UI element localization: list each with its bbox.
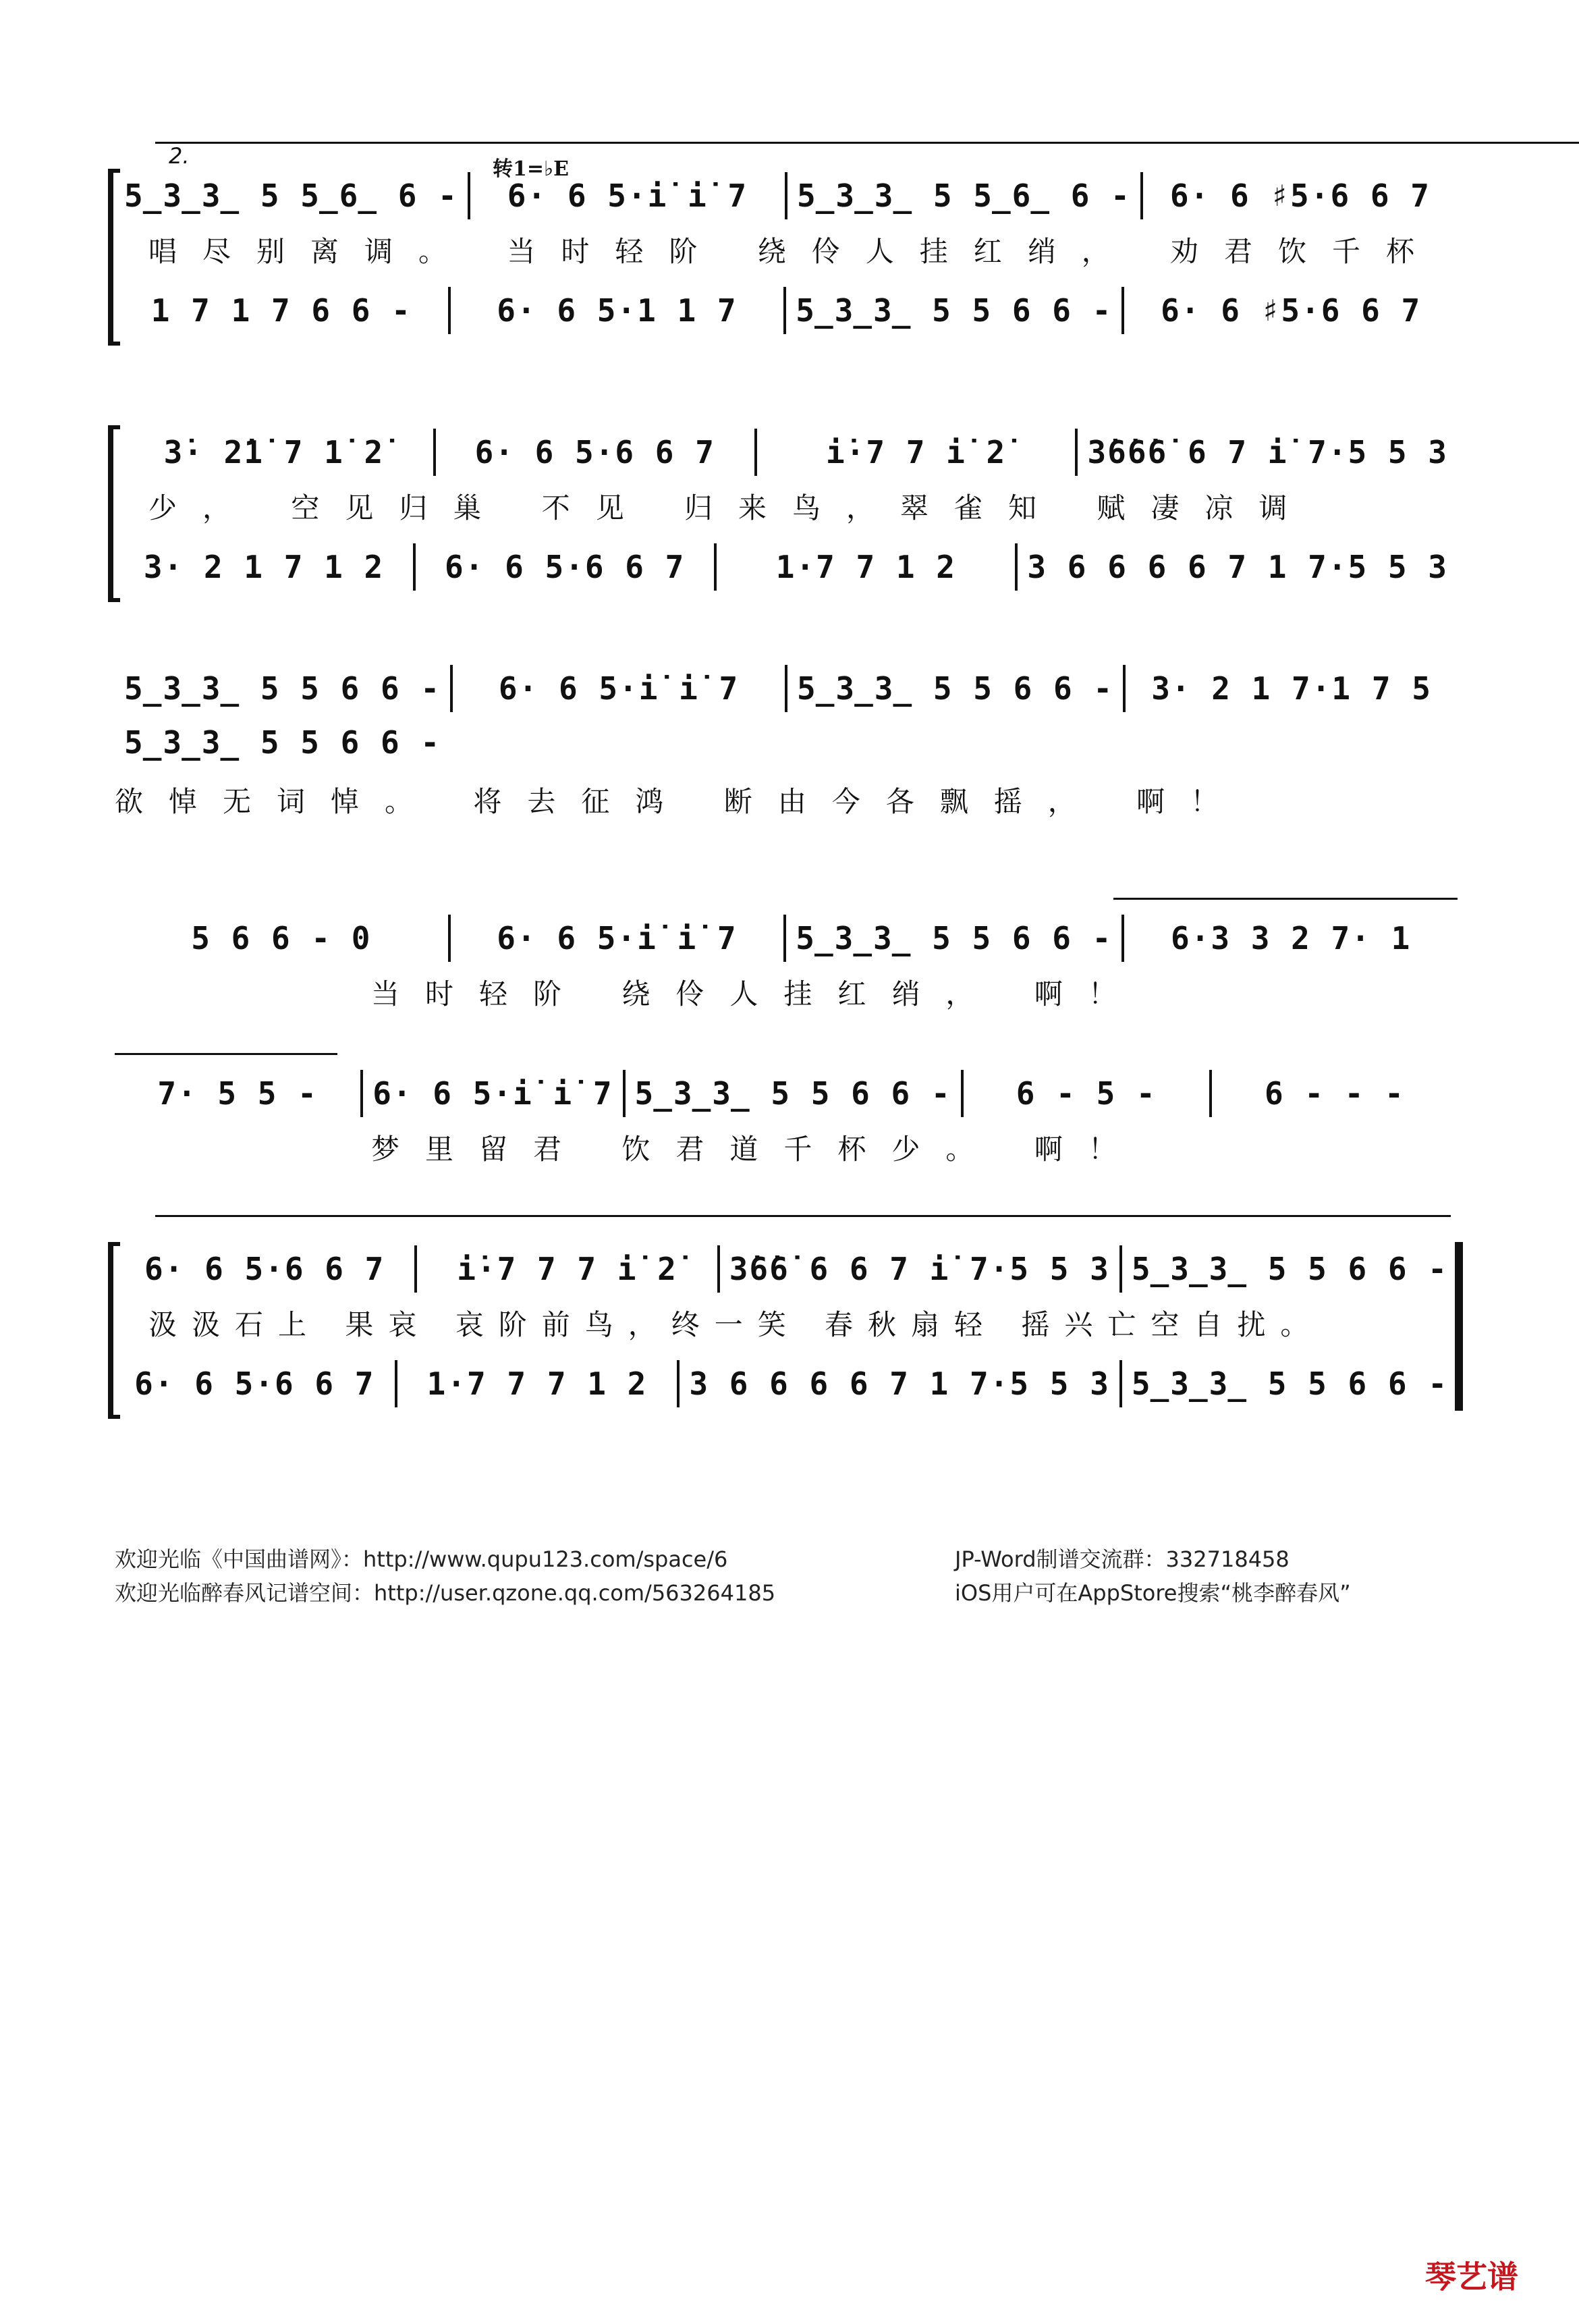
measure: 6· 6 5·i̇ i̇ 7	[360, 1070, 622, 1117]
measure: 1·7 7 1 2	[714, 543, 1015, 591]
measure: 6· 6 ♯5·6 6 7	[1140, 172, 1458, 219]
system-4	[115, 898, 1458, 1012]
footer-line-1-right: JP-Word制谱交流群：332718458	[955, 1546, 1290, 1572]
upper-staff	[115, 425, 1458, 479]
volta-line	[155, 142, 1579, 144]
system-1	[115, 169, 1458, 351]
lyric-line: 少， 空见归巢 不见 归来鸟，翠雀知 赋凄凉调	[148, 491, 1313, 524]
measure: 3 6 6 6 6 7 1 7·5 5 3	[1015, 543, 1458, 591]
slur-line	[1113, 898, 1458, 900]
upper-staff	[115, 661, 1458, 715]
measure: 6· 6 5·6 6 7	[144, 1251, 385, 1287]
lower-staff	[115, 1357, 1458, 1411]
measure: 3̇· 2̇1̇ 7 1̇ 2̇	[163, 434, 385, 470]
measure: 5̲3̲3̲ 5 5 6 6 -	[1119, 1245, 1458, 1293]
measure: 6· 6 5·6 6 7	[413, 543, 714, 591]
measure: 6· 6 5·i̇ i̇ 7	[448, 915, 784, 962]
measure: 5̲3̲3̲ 5 5 6 6 -	[124, 724, 441, 761]
system-2	[115, 425, 1458, 607]
lyric-line: 当时轻阶 绕伶人挂红绡， 啊！	[371, 977, 1142, 1010]
measure: 3· 2 1 7 1 2	[143, 549, 385, 585]
measure: 5̲3̲3̲ 5 5 6 6 -	[124, 670, 441, 707]
lyric-line: 梦里留君 饮君道千杯少。 啊！	[371, 1133, 1142, 1166]
upper-staff	[115, 911, 1458, 965]
measure: 6· 6 5·1 1 7	[448, 287, 784, 334]
lyric-line: 唱尽别离调。 当时轻阶 绕伶人挂红绡， 劝君饮千杯	[148, 235, 1441, 268]
measure: i̇·7 7 i̇ 2̇	[754, 429, 1076, 476]
measure: 5 6 6 - 0	[191, 920, 372, 956]
system-5	[115, 1053, 1458, 1168]
system-6	[115, 1215, 1458, 1417]
slur-line	[115, 1053, 337, 1055]
lower-staff	[115, 715, 441, 769]
volta-label: 2.	[169, 143, 190, 169]
measure: 7· 5 5 -	[157, 1075, 318, 1112]
measure: 3· 2 1 7·1 7 5	[1123, 665, 1458, 712]
footer-line-2-left: 欢迎光临醉春风记谱空间：http://user.qzone.qq.com/563264185	[115, 1580, 776, 1606]
final-barline	[1455, 1242, 1463, 1411]
measure: 3 6 6 6 6 7 1 7·5 5 3	[677, 1360, 1119, 1407]
measure: 3̇6̇6̇6̇ 6 7 i̇ 7·5 5 3	[1075, 429, 1458, 476]
measure: 6· 6 ♯5·6 6 7	[1121, 287, 1458, 334]
measure: 6· 6 5·i̇ i̇ 7	[450, 665, 785, 712]
measure: 6· 6 5·i̇ i̇ 7	[468, 172, 785, 219]
measure: 6· 6 5·6 6 7	[134, 1366, 375, 1402]
measure: 3̇6̇6̇ 6 6 7 i̇ 7·5 5 3	[717, 1245, 1119, 1293]
lower-staff	[115, 540, 1458, 594]
footer-line-1-left: 欢迎光临《中国曲谱网》：http://www.qupu123.com/space/6	[115, 1546, 728, 1572]
upper-staff	[115, 1242, 1458, 1296]
group-line	[155, 1215, 1451, 1217]
measure: 5̲3̲3̲ 5 5 6 6 -	[783, 287, 1121, 334]
footer-line-2-right: iOS用户可在AppStore搜索“桃李醉春风”	[955, 1580, 1351, 1606]
measure: 5̲3̲3̲ 5 5̲6̲ 6 -	[124, 178, 458, 214]
brand-logo	[1425, 2252, 1518, 2297]
key-change: 转1=♭E	[493, 157, 570, 181]
lower-staff	[115, 283, 1458, 337]
measure: 5̲3̲3̲ 5 5 6 6 -	[1119, 1360, 1458, 1407]
measure: 5̲3̲3̲ 5 5 6 6 -	[783, 915, 1121, 962]
upper-staff	[115, 1066, 1458, 1120]
logo-text: 琴艺谱	[1425, 2259, 1518, 2295]
measure: 6 - 5 -	[961, 1070, 1209, 1117]
measure: i̇·7 7 7 i̇ 2̇	[414, 1245, 717, 1293]
measure: 6· 6 5·6 6 7	[433, 429, 754, 476]
measure: 6 - - -	[1209, 1070, 1458, 1117]
lyric-line: 汲汲石上 果哀 哀阶前鸟，终一笑 春秋扇轻 摇兴亡空自扰。	[148, 1308, 1324, 1341]
system-3	[115, 661, 1458, 844]
measure: 1·7 7 7 1 2	[395, 1360, 677, 1407]
measure: 6·3 3 2 7· 1	[1121, 915, 1458, 962]
lyric-line: 欲悼无词悼。 将去征鸿 断由今各飘摇， 啊！	[115, 785, 1245, 818]
measure: 5̲3̲3̲ 5 5̲6̲ 6 -	[785, 172, 1140, 219]
measure: 5̲3̲3̲ 5 5 6 6 -	[785, 665, 1123, 712]
measure: 1 7 1 7 6 6 -	[150, 292, 412, 329]
measure: 5̲3̲3̲ 5 5 6 6 -	[623, 1070, 961, 1117]
upper-staff	[115, 169, 1458, 223]
